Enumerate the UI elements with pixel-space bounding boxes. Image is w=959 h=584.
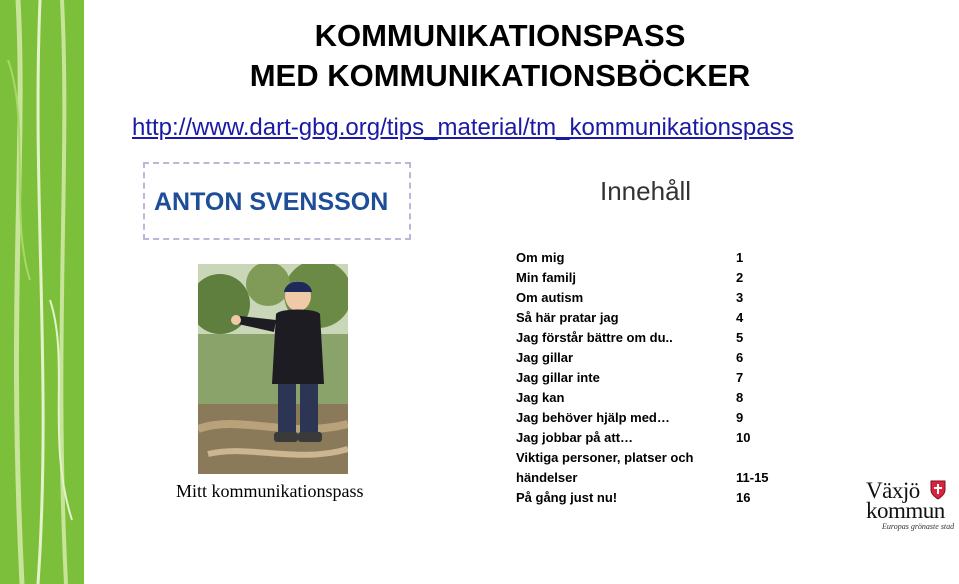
toc-item-label: På gång just nu! <box>516 490 618 505</box>
toc-item <box>516 248 786 268</box>
logo-text-line-1: Växjö <box>866 478 920 503</box>
title-line-2: MED KOMMUNIKATIONSBÖCKER <box>249 58 751 93</box>
toc-item <box>516 368 786 388</box>
toc-item-page: 9 <box>736 410 744 425</box>
child-photo <box>198 264 348 474</box>
toc-item-label: Jag gillar inte <box>516 370 600 385</box>
toc-item-page: 6 <box>736 350 744 365</box>
toc-item-label: Viktiga personer, platser och <box>516 450 694 465</box>
toc-item <box>516 468 786 488</box>
toc-item-label: händelser <box>516 470 578 485</box>
toc-item-page: 2 <box>736 270 744 285</box>
vaxjo-kommun-logo <box>866 478 958 536</box>
toc-item-label: Jag jobbar på att… <box>516 430 634 445</box>
toc-item-page: 5 <box>736 330 744 345</box>
toc-item-label: Så här pratar jag <box>516 310 619 325</box>
toc-item-page: 10 <box>736 430 751 445</box>
toc-item <box>516 428 786 448</box>
toc-item <box>516 328 786 348</box>
toc-item <box>516 488 786 508</box>
toc-item-label: Jag behöver hjälp med… <box>516 410 670 425</box>
toc-item <box>516 268 786 288</box>
toc-item <box>516 288 786 308</box>
contents-heading: Innehåll <box>600 176 692 206</box>
passport-owner-name: ANTON SVENSSON <box>154 188 389 216</box>
toc-item-page: 11-15 <box>736 470 769 485</box>
toc-item <box>516 308 786 328</box>
toc-item <box>516 408 786 428</box>
toc-item-page: 3 <box>736 290 744 305</box>
toc-item-label: Jag gillar <box>516 350 574 365</box>
toc-item-label: Min familj <box>516 270 576 285</box>
toc-item-page: 4 <box>736 310 744 325</box>
title-line-1: KOMMUNIKATIONSPASS <box>314 18 686 53</box>
coat-of-arms-icon <box>930 480 946 500</box>
toc-item-page: 7 <box>736 370 744 385</box>
photo-caption: Mitt kommunikationspass <box>176 481 364 501</box>
toc-item-page: 16 <box>736 490 751 505</box>
toc-item-label: Om mig <box>516 250 565 265</box>
logo-text-line-2: kommun <box>866 498 945 523</box>
table-of-contents <box>516 248 786 508</box>
toc-item-label: Jag kan <box>516 390 565 405</box>
resource-link[interactable]: http://www.dart-gbg.org/tips_material/tm_kommunikationspass <box>132 114 794 141</box>
toc-item <box>516 348 786 368</box>
toc-item <box>516 388 786 408</box>
toc-item-label: Om autism <box>516 290 584 305</box>
decorative-green-band <box>0 0 84 584</box>
toc-item-page: 1 <box>736 250 744 265</box>
toc-item-page: 8 <box>736 390 744 405</box>
logo-tagline: Europas grönaste stad <box>882 522 955 531</box>
toc-item <box>516 448 786 468</box>
toc-item-label: Jag förstår bättre om du.. <box>516 330 673 345</box>
